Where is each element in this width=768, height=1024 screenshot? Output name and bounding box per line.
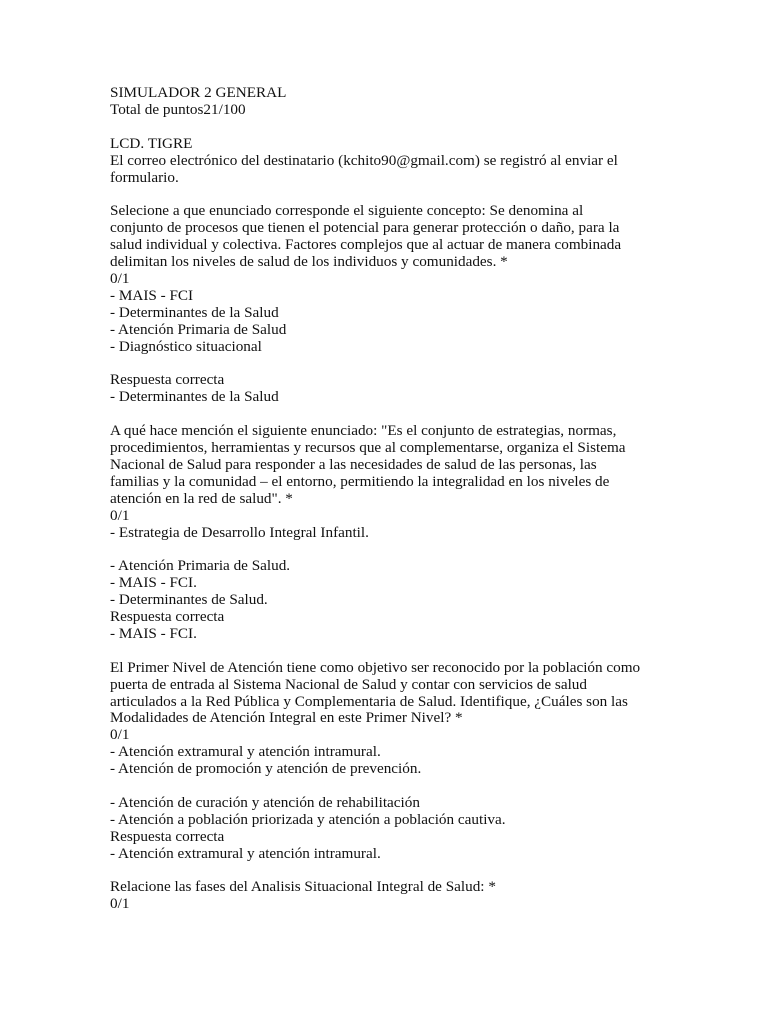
question-prompt-line: Nacional de Salud para responder a las necesidades de salud de las personas, las <box>110 455 597 473</box>
question-score: 0/1 <box>110 269 130 287</box>
question-1 <box>110 203 670 406</box>
question-score: 0/1 <box>110 726 130 744</box>
answer-option: - Atención de promoción y atención de prevención. <box>110 760 422 778</box>
question-prompt-line: procedimientos, herramientas y recursos que al complementarse, organiza el Sistema <box>110 438 626 456</box>
question-prompt-line: salud individual y colectiva. Factores complejos que al actuar de manera combinada <box>110 236 622 254</box>
question-prompt-line: articulados a la Red Pública y Complementaria de Salud. Identifique, ¿Cuáles son las <box>110 692 628 710</box>
question-score: 0/1 <box>110 895 130 913</box>
spacer <box>110 119 670 136</box>
correct-answer-label: Respuesta correcta <box>110 371 225 389</box>
answer-option: - Estrategia de Desarrollo Integral Infantil. <box>110 523 369 541</box>
question-prompt-line: delimitan los niveles de salud de los individuos y comunidades. * <box>110 253 508 271</box>
answer-option: - Atención a población priorizada y atención a población cautiva. <box>110 810 506 828</box>
spacer <box>110 406 670 423</box>
correct-answer-label: Respuesta correcta <box>110 827 225 845</box>
answer-option: - Diagnóstico situacional <box>110 337 262 355</box>
question-prompt-line: Relacione las fases del Analisis Situacional Integral de Salud: * <box>110 878 496 896</box>
correct-answer: - Atención extramural y atención intramural. <box>110 844 381 862</box>
question-prompt-line: conjunto de procesos que tienen el potencial para generar protección o daño, para la <box>110 219 620 237</box>
correct-answer: - MAIS - FCI. <box>110 624 197 642</box>
answer-option: - Atención Primaria de Salud <box>110 320 287 338</box>
spacer <box>110 186 670 203</box>
question-prompt-line: atención en la red de salud". * <box>110 489 293 507</box>
question-4 <box>110 879 670 913</box>
question-prompt-line: El Primer Nivel de Atención tiene como objetivo ser reconocido por la población como <box>110 658 641 676</box>
answer-option: - MAIS - FCI. <box>110 574 197 592</box>
email-notice: El correo electrónico del destinatario (kchito90@gmail.com) se registró al enviar el <box>110 151 618 169</box>
question-prompt-line: A qué hace mención el siguiente enunciado: "Es el conjunto de estrategias, normas, <box>110 422 617 440</box>
spacer <box>110 863 670 880</box>
question-prompt-line: familias y la comunidad – el entorno, permitiendo la integralidad en los niveles de <box>110 472 610 490</box>
document-page <box>110 85 670 913</box>
total-score: Total de puntos21/100 <box>110 100 246 118</box>
respondent-name: LCD. TIGRE <box>110 134 193 152</box>
question-3 <box>110 660 670 863</box>
email-notice-continued: formulario. <box>110 168 179 186</box>
answer-option: - Determinantes de la Salud <box>110 303 279 321</box>
spacer <box>110 643 670 660</box>
spacer <box>110 541 670 558</box>
answer-option: - Atención Primaria de Salud. <box>110 557 291 575</box>
answer-option: - Atención extramural y atención intramural. <box>110 743 381 761</box>
answer-option: - Determinantes de Salud. <box>110 591 268 609</box>
question-2 <box>110 423 670 643</box>
document-title: SIMULADOR 2 GENERAL <box>110 84 287 101</box>
correct-answer-label: Respuesta correcta <box>110 608 225 626</box>
question-score: 0/1 <box>110 506 130 524</box>
answer-option: - MAIS - FCI <box>110 286 194 304</box>
answer-option: - Atención de curación y atención de rehabilitación <box>110 793 420 811</box>
correct-answer: - Determinantes de la Salud <box>110 388 279 406</box>
question-prompt-line: Selecione a que enunciado corresponde el siguiente concepto: Se denomina al <box>110 202 584 220</box>
question-prompt-line: Modalidades de Atención Integral en este Primer Nivel? * <box>110 709 463 727</box>
spacer <box>110 355 670 372</box>
question-prompt-line: puerta de entrada al Sistema Nacional de Salud y contar con servicios de salud <box>110 675 587 693</box>
spacer <box>110 778 670 795</box>
